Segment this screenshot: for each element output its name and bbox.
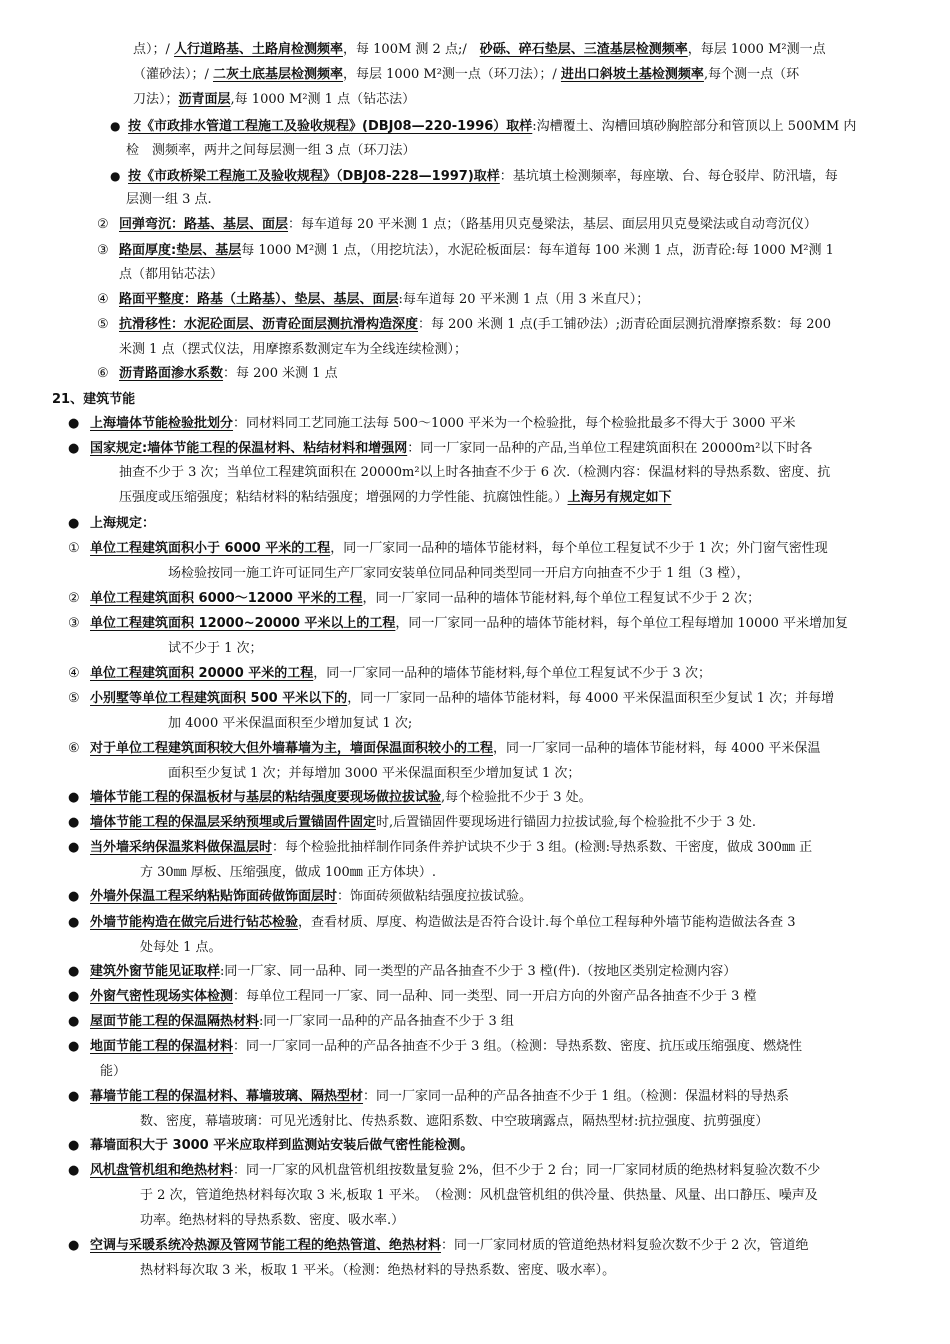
heading-run: 进出口斜坡土基检测频率 xyxy=(560,67,704,82)
bullet-item xyxy=(68,960,918,984)
heading-run: 沥青面层 xyxy=(178,92,231,107)
numbered-item xyxy=(97,213,917,237)
bullet-icon: ● xyxy=(68,441,80,456)
text-run: ,每个测一点（环 xyxy=(703,67,800,82)
bullet-item xyxy=(68,1085,918,1109)
text-line xyxy=(126,139,906,163)
text-run: 压强度或压缩强度；粘结材料的粘结强度；增强网的力学性能、抗腐蚀性能。） xyxy=(119,490,568,505)
text-line xyxy=(140,1209,910,1233)
heading-run: 墙体节能工程的保温层采纳预埋或后置锚固件固定 xyxy=(90,815,377,830)
bullet-icon: ● xyxy=(68,416,80,431)
bullet-icon: ● xyxy=(68,1039,80,1054)
heading-run: 外墙外保温工程采纳粘贴饰面砖做饰面层时 xyxy=(90,889,338,904)
text-run: ，同一厂家同一品种的墙体节能材料，每 4000 平米保温 xyxy=(493,741,821,756)
text-run: ：每 200 米测 1 点(手工铺砂法）;沥青砼面层测抗滑摩擦系数：每 200 xyxy=(418,317,832,332)
text-line xyxy=(140,1259,910,1283)
bullet-icon: ● xyxy=(110,119,121,133)
text-run: ，同一厂家同一品种的墙体节能材料，每 4000 平米保温面积至少复试 1 次；并每增 xyxy=(347,691,835,706)
heading-run: 国家规定:墙体节能工程的保温材料、粘结材料和增强网 xyxy=(90,441,408,456)
bullet-item xyxy=(110,164,910,189)
heading-run: 空调与采暖系统冷热源及管网节能工程的绝热管道、绝热材料 xyxy=(90,1238,442,1253)
numbered-item xyxy=(97,239,917,263)
bullet-icon: ● xyxy=(68,1238,80,1253)
text-line xyxy=(119,263,899,287)
bullet-item xyxy=(68,1134,918,1158)
bullet-item xyxy=(110,114,910,139)
text-run: ,每个检验批不少于 3 处。 xyxy=(441,790,592,805)
text-run: ，同一厂家同一品种的墙体节能材料,每个单位工程复试不少于 2 次； xyxy=(362,591,761,606)
bullet-icon: ● xyxy=(68,1163,80,1178)
text-run: 层测一组 3 点. xyxy=(126,192,212,207)
text-line xyxy=(133,63,913,87)
heading-run: 外墙节能构造在做完后进行钻芯检验 xyxy=(90,915,299,930)
text-line xyxy=(119,461,919,485)
bullet-icon: ● xyxy=(68,1014,80,1029)
text-run: ：每单位工程同一厂家、同一品种、同一类型、同一开启方向的外窗产品各抽查不少于 3 樘 xyxy=(233,989,757,1004)
heading-run: 建筑外窗节能见证取样 xyxy=(90,964,221,979)
text-run: （灌砂法）；/ xyxy=(133,67,214,82)
numbered-item xyxy=(68,687,918,711)
bullet-item xyxy=(68,836,918,860)
item-number: ⑤ xyxy=(68,691,80,706)
text-line xyxy=(140,1110,910,1134)
text-run: ：同一厂家同一品种的产品,当单位工程建筑面积在 20000m²以下时各 xyxy=(407,441,813,456)
text-run: 场检验按同一施工许可证同生产厂家同安装单位同品种同类型同一开启方向抽查不少于 1 组（3 樘）， xyxy=(168,566,750,581)
heading-run: 二灰土底基层检测频率 xyxy=(213,67,344,82)
bullet-item xyxy=(68,512,468,536)
heading-run: 屋面节能工程的保温隔热材料 xyxy=(90,1014,260,1029)
item-number: ② xyxy=(97,217,109,232)
numbered-item xyxy=(68,537,918,561)
item-number: ⑤ xyxy=(97,317,109,332)
heading-run: 外窗气密性现场实体检测 xyxy=(90,989,234,1004)
text-line xyxy=(168,562,908,586)
text-line xyxy=(140,936,910,960)
bullet-icon: ● xyxy=(68,989,80,1004)
bullet-item xyxy=(68,437,918,461)
text-run: ：同一厂家同一品种的产品各抽查不少于 3 组。（检测：导热系数、密度、抗压或压缩强度、燃烧性 xyxy=(233,1039,803,1054)
heading-run: 回弹弯沉：路基、基层、面层 xyxy=(119,217,289,232)
text-run: 抽查不少于 3 次；当单位工程建筑面积在 20000m²以上时各抽查不少于 6 次.（检测内容：保温材料的导热系数、密度、抗 xyxy=(119,465,831,480)
numbered-item xyxy=(97,288,917,312)
text-run: 能） xyxy=(100,1064,127,1079)
text-run: 功率。绝热材料的导热系数、密度、吸水率.） xyxy=(140,1213,405,1228)
bullet-icon: ● xyxy=(68,889,80,904)
heading-run: 单位工程建筑面积 20000 平米的工程 xyxy=(90,666,314,681)
bullet-item xyxy=(68,885,918,909)
text-line xyxy=(126,188,906,212)
text-run: 检 测频率，两井之间每层测一组 3 点（环刀法） xyxy=(126,143,416,158)
bullet-item xyxy=(68,412,918,436)
bullet-icon: ● xyxy=(68,516,80,531)
heading-run: 路面平整度：路基（土路基）、垫层、基层、面层 xyxy=(119,292,399,307)
text-line xyxy=(140,861,910,885)
bullet-icon: ● xyxy=(68,964,80,979)
heading-run: 按《市政排水管道工程施工及验收规程》(DBJ08—220-1996）取样 xyxy=(128,119,533,134)
text-run: 点（都用钻芯法） xyxy=(119,267,224,282)
section-heading: 21、建筑节能 xyxy=(52,392,136,407)
numbered-item xyxy=(97,362,917,386)
heading-run: 人行道路基、土路肩检测频率 xyxy=(174,42,344,57)
text-run: ：饰面砖须做粘结强度拉拔试验。 xyxy=(337,889,533,904)
item-number: ③ xyxy=(97,243,109,258)
text-run: ：每 200 米测 1 点 xyxy=(223,366,338,381)
bullet-item xyxy=(68,985,918,1009)
numbered-item xyxy=(68,737,918,761)
text-run: :每车道每 20 平米测 1 点（用 3 米直尺）； xyxy=(398,292,650,307)
bullet-icon: ● xyxy=(68,1138,80,1153)
heading-run: 幕墙节能工程的保温材料、幕墙玻璃、隔热型材 xyxy=(90,1089,364,1104)
text-line xyxy=(119,338,899,362)
text-run: ，每 100M 测 2 点;/ xyxy=(343,42,480,57)
bullet-icon: ● xyxy=(68,915,80,930)
bullet-item xyxy=(68,1234,918,1258)
text-run: ,每 1000 M²测 1 点（钻芯法） xyxy=(230,92,416,107)
bullet-item xyxy=(68,911,918,935)
text-run: ：同一厂家同一品种的产品各抽查不少于 1 组。（检测：保温材料的导热系 xyxy=(363,1089,790,1104)
text-run: :沟槽覆土、沟槽回填砂胸腔部分和管顶以上 500MM 内 xyxy=(532,119,857,134)
text-run: 刀法）； xyxy=(133,92,179,107)
bullet-icon: ● xyxy=(68,840,80,855)
heading-run: 对于单位工程建筑面积较大但外墙幕墙为主，墙面保温面积较小的工程 xyxy=(90,741,494,756)
text-run: ，同一厂家同一品种的墙体节能材料,每个单位工程复试不少于 3 次； xyxy=(313,666,711,681)
text-run: 处每处 1 点。 xyxy=(140,940,222,955)
text-run: 于 2 次，管道绝热材料每次取 3 米,板取 1 平米。 （检测：风机盘管机组的供冷量、供热量、风量、出口静压、噪声及 xyxy=(140,1188,818,1203)
text-run: 数、密度，幕墙玻璃：可见光透射比、传热系数、遮阳系数、中空玻璃露点，隔热型材:抗拉强度、抗剪强度） xyxy=(140,1114,769,1129)
text-line xyxy=(168,712,908,736)
heading-run: 地面节能工程的保温材料 xyxy=(90,1039,234,1054)
heading-run: 砂砾、碎石垫层、三渣基层检测频率 xyxy=(479,42,688,57)
text-run: 热材料每次取 3 米，板取 1 平米。（检测：绝热材料的导热系数、密度、吸水率）。 xyxy=(140,1263,616,1278)
heading-run: 风机盘管机组和绝热材料 xyxy=(90,1163,234,1178)
numbered-item xyxy=(68,587,918,611)
heading-run: 幕墙面积大于 3000 平米应取样到监测站安装后做气密性能检测。 xyxy=(90,1138,474,1153)
text-run: ，同一厂家同一品种的墙体节能材料，每个单位工程每增加 10000 平米增加复 xyxy=(395,616,849,631)
text-run: 方 30㎜ 厚板、压缩强度，做成 100㎜ 正方体块）. xyxy=(140,865,437,880)
text-run: ：每车道每 20 平米测 1 点；（路基用贝克曼梁法，基层、面层用贝克曼梁法或自动弯沉仪） xyxy=(288,217,817,232)
text-run: 面积至少复试 1 次；并每增加 3000 平米保温面积至少增加复试 1 次； xyxy=(168,766,581,781)
text-line xyxy=(168,762,908,786)
item-number: ④ xyxy=(68,666,80,681)
text-run: ：同一厂家同材质的管道绝热材料复验次数不少于 2 次，管道绝 xyxy=(441,1238,809,1253)
text-run: 试不少于 1 次； xyxy=(168,641,263,656)
heading-run: 上海规定： xyxy=(90,516,156,531)
text-line xyxy=(133,38,913,62)
text-run: ：每个检验批抽样制作同条件养护试块不少于 3 组。(检测:导热系数、干密度，做成 300㎜ 正 xyxy=(272,840,813,855)
text-line xyxy=(140,1184,910,1208)
text-line xyxy=(133,88,913,112)
bullet-item xyxy=(68,786,918,810)
bullet-item xyxy=(68,1159,918,1183)
text-run: ：同材料同工艺同施工法每 500～1000 平米为一个检验批，每个检验批最多不得大于 3000 平米 xyxy=(233,416,796,431)
text-line xyxy=(168,637,908,661)
heading-run: 上海另有规定如下 xyxy=(567,490,672,505)
numbered-item xyxy=(68,662,918,686)
heading-run: 单位工程建筑面积 6000～12000 平米的工程 xyxy=(90,591,363,606)
numbered-item xyxy=(68,612,918,636)
heading-run: 沥青路面渗水系数 xyxy=(119,366,224,381)
text-run: 每 1000 M²测 1 点，（用挖坑法），水泥砼板面层：每车道每 100 米测 1 点，沥青砼:每 1000 M²测 1 xyxy=(241,243,834,258)
text-run: :同一厂家同一品种的产品各抽查不少于 3 组 xyxy=(259,1014,514,1029)
bullet-item xyxy=(68,1010,918,1034)
item-number: ② xyxy=(68,591,80,606)
text-run: ，查看材质、厚度、构造做法是否符合设计.每个单位工程每种外墙节能构造做法各查 3 xyxy=(298,915,796,930)
bullet-icon: ● xyxy=(110,169,121,183)
bullet-item xyxy=(68,811,918,835)
text-run: 时,后置锚固件要现场进行锚固力拉拔试验,每个检验批不少于 3 处. xyxy=(376,815,756,830)
text-run: ，每层 1000 M²测一点（环刀法）；/ xyxy=(343,67,561,82)
numbered-item xyxy=(97,313,917,337)
text-run: :同一厂家、同一品种、同一类型的产品各抽查不少于 3 樘(件).（按地区类别定检测内容） xyxy=(220,964,737,979)
text-run: 米测 1 点（摆式仪法，用摩擦系数测定车为全线连续检测）； xyxy=(119,342,468,357)
item-number: ④ xyxy=(97,292,109,307)
text-line xyxy=(100,1060,900,1084)
item-number: ⑥ xyxy=(97,366,109,381)
heading-run: 单位工程建筑面积 12000~20000 平米以上的工程 xyxy=(90,616,396,631)
item-number: ① xyxy=(68,541,80,556)
heading-run: 抗滑移性：水泥砼面层、沥青砼面层测抗滑构造深度 xyxy=(119,317,419,332)
item-number: ⑥ xyxy=(68,741,80,756)
bullet-icon: ● xyxy=(68,1089,80,1104)
heading-run: 按《市政桥梁工程施工及验收规程》（DBJ08-228—1997)取样 xyxy=(128,169,500,184)
text-run: ：基坑填土检测频率，每座墩、台、每仓驳岸、防汛墙，每 xyxy=(499,169,838,184)
text-run: 点）；/ xyxy=(133,42,175,57)
text-run: ，同一厂家同一品种的墙体节能材料，每个单位工程复试不少于 1 次；外门窗气密性现 xyxy=(330,541,828,556)
text-run: 加 4000 平米保温面积至少增加复试 1 次; xyxy=(168,716,413,731)
heading-run: 路面厚度:垫层、基层 xyxy=(119,243,242,258)
text-run: ：同一厂家的风机盘管机组按数量复验 2%，但不少于 2 台；同一厂家同材质的绝热材料复验次数不少 xyxy=(233,1163,821,1178)
heading-run: 上海墙体节能检验批划分 xyxy=(90,416,234,431)
heading-run: 当外墙采纳保温浆料做保温层时 xyxy=(90,840,273,855)
heading-run: 单位工程建筑面积小于 6000 平米的工程 xyxy=(90,541,331,556)
bullet-icon: ● xyxy=(68,815,80,830)
bullet-item xyxy=(68,1035,918,1059)
text-run: ，每层 1000 M²测一点 xyxy=(687,42,826,57)
heading-run: 墙体节能工程的保温板材与基层的粘结强度要现场做拉拔试验 xyxy=(90,790,442,805)
bullet-icon: ● xyxy=(68,790,80,805)
heading-run: 小别墅等单位工程建筑面积 500 平米以下的 xyxy=(90,691,348,706)
text-line xyxy=(119,486,919,510)
item-number: ③ xyxy=(68,616,80,631)
